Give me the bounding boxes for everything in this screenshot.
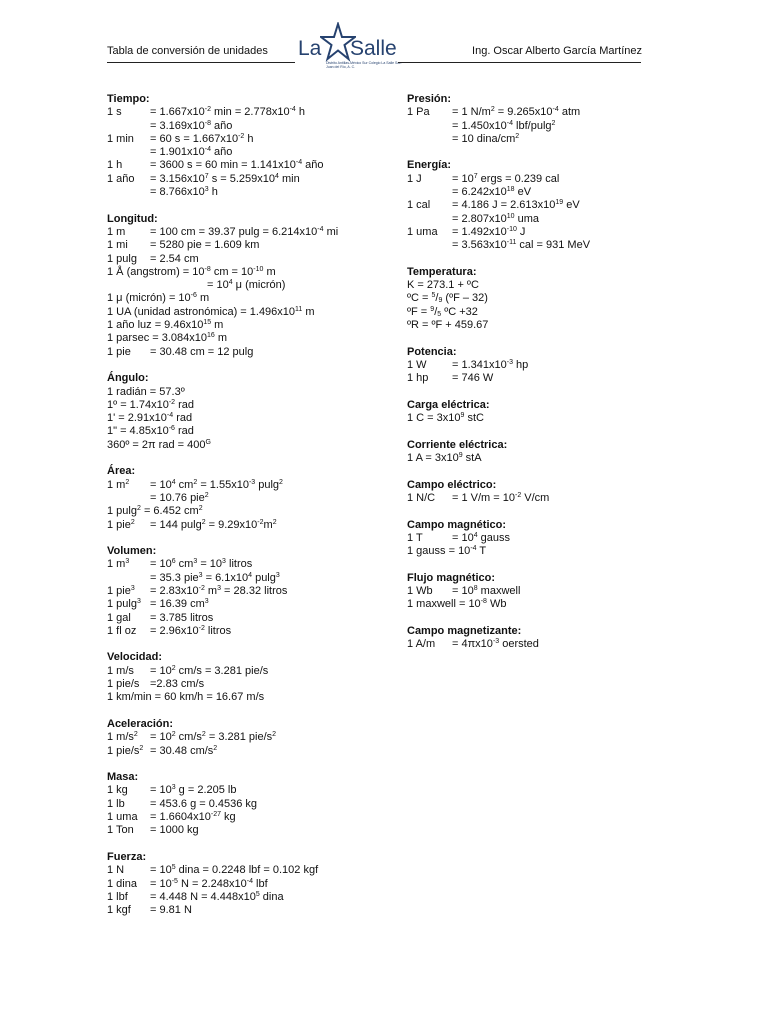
conversion-row xyxy=(107,798,387,811)
conversion-row xyxy=(407,226,647,239)
unit-value: = $3.563x10^{-11}$ cal = 931 MeV xyxy=(452,239,591,252)
conversion-row xyxy=(107,678,387,691)
section-carga-electrica xyxy=(407,399,647,426)
unit-value: = $1.492x10^{-10}$ J xyxy=(452,225,526,238)
unit-value: = $2.96x10^{-2}$ litros xyxy=(150,624,232,637)
conversion-row: 1 $parsec = 3.084x10^{16}$ m xyxy=(107,332,228,345)
unit-value: = $6.242x10^{18}$ eV xyxy=(452,186,532,199)
unit-value: = 3600 s = 60 $\min = 1.141x10^{-4}$ año xyxy=(150,159,324,172)
unit-value: = $3.169x10^{-8}$ año xyxy=(150,119,233,132)
conversion-row xyxy=(407,199,647,212)
conversion-row xyxy=(107,878,387,891)
section-title: Aceleración: xyxy=(107,717,174,730)
conversion-row xyxy=(107,253,387,266)
conversion-row xyxy=(107,186,387,199)
conversion-row: 1 maxwell = $10^{-8}$ Wb xyxy=(407,598,507,611)
unit-value: = 746 W xyxy=(452,372,494,385)
unit-key: 1 m/s xyxy=(107,664,134,677)
unit-value: = $10^8$ maxwell xyxy=(452,584,521,597)
section-longitud xyxy=(107,213,387,359)
conversion-row: ºC = $^5/_9$ (ºF – 32) xyxy=(407,292,488,305)
unit-value: = 30.48 cm = 12 pulg xyxy=(150,345,254,358)
conversion-row: 1 gauss = $10^{-4}$ T xyxy=(407,545,487,558)
conversion-row xyxy=(107,519,387,532)
conversion-row xyxy=(407,120,647,133)
unit-value: = 9.81 N xyxy=(150,904,192,917)
unit-key: 1 h xyxy=(107,159,123,172)
unit-value: = $10^4$ gauss xyxy=(452,531,511,544)
conversion-row xyxy=(107,745,387,758)
section-flujo-magnetico xyxy=(407,572,647,612)
conversion-row xyxy=(107,864,387,877)
conversion-row xyxy=(107,558,387,571)
unit-key: 1 pulg xyxy=(107,252,137,265)
unit-key: 1 año xyxy=(107,172,135,185)
unit-key: 1 Wb xyxy=(407,584,433,597)
conversion-row: = $10^4$ μ (micrón) xyxy=(207,279,286,292)
unit-key: 1 J xyxy=(407,172,422,185)
unit-value: = 1 $N/m^2 = 9.265x10^{-4}$ atm xyxy=(452,106,581,119)
section-title: Longitud: xyxy=(107,212,158,225)
unit-key: 1 N xyxy=(107,864,125,877)
section-title: Tiempo: xyxy=(107,93,150,105)
unit-value: = $10^2$ $cm/s^2 = 3.281$ pie/$s^2$ xyxy=(150,731,277,744)
conversion-row: $1' = 2.91x10^{-4}$ rad xyxy=(107,412,193,425)
unit-key: 1 fl oz xyxy=(107,624,137,637)
conversion-row xyxy=(107,612,387,625)
conversion-row: 1 pulg$^2$ = 6.452 $cm^2$ xyxy=(107,505,203,518)
conversion-row xyxy=(107,598,387,611)
section-corriente-electrica xyxy=(407,439,647,466)
conversion-row: 1 año luz = $9.46x10^{15}$ m xyxy=(107,319,224,332)
conversion-row xyxy=(407,173,647,186)
conversion-row xyxy=(107,824,387,837)
conversion-row xyxy=(107,585,387,598)
unit-key: 1 cal xyxy=(407,199,431,212)
unit-value: = $1.667x10^{-2}$ $\min = 2.778x10^{-4}$ h xyxy=(150,106,305,119)
section-campo-magnetizante xyxy=(407,625,647,652)
unit-value: = $10^{-5}$ $N = 2.248x10^{-4}$ lbf xyxy=(150,877,268,890)
conversion-row xyxy=(107,904,387,917)
conversion-row xyxy=(107,811,387,824)
section-title: Ángulo: xyxy=(107,372,149,385)
section-velocidad xyxy=(107,651,387,704)
section-fuerza xyxy=(107,851,387,917)
unit-value: = 10 dina/$cm^2$ xyxy=(452,132,520,145)
unit-value: = 60 $s = 1.667x10^{-2}$ h xyxy=(150,132,254,145)
conversion-row: 1" = $4.85x10^{-6}$ rad xyxy=(107,425,194,438)
conversion-row: ºF = $^9/_5$ ºC +32 xyxy=(407,305,478,318)
section-title: Área: xyxy=(107,465,136,478)
section-volumen xyxy=(107,545,387,638)
unit-value: = $10^3$ g = 2.205 lb xyxy=(150,784,237,797)
conversion-row xyxy=(407,239,647,252)
section-title: Energía: xyxy=(407,159,452,172)
header-line-right xyxy=(398,62,641,63)
lasalle-logo xyxy=(296,22,400,78)
conversion-row: 1º = $1.74x10^{-2}$ rad xyxy=(107,398,195,411)
unit-value: = $2.83x10^{-2}$ $m^3 = 28.32$ litros xyxy=(150,584,288,597)
conversion-row xyxy=(407,213,647,226)
conversion-row: 1 $A = 3x10^9$ stA xyxy=(407,452,482,465)
logo-subtitle: Distrito Antillas-México Sur Colegio La Salle San Juan del Río, A. C. xyxy=(326,61,402,69)
conversion-row xyxy=(407,638,647,651)
conversion-row xyxy=(407,492,647,505)
unit-key: 1 uma xyxy=(107,811,138,824)
section-title: Temperatura: xyxy=(407,265,477,278)
unit-key: 1 dina xyxy=(107,877,137,890)
unit-value: = $1.341x10^{-3}$ hp xyxy=(452,358,529,371)
unit-key: 1 pie xyxy=(107,345,131,358)
unit-value: = $2.807x10^{10}$ uma xyxy=(452,212,540,225)
unit-value: = 144 $pulg^2 = 9.29x10^{-2}m^2$ xyxy=(150,518,277,531)
unit-key: 1 s xyxy=(107,106,122,119)
conversion-row: K = 273.1 + ºC xyxy=(407,279,479,292)
unit-value: = $4\pi x10^{-3}$ oersted xyxy=(452,638,539,651)
conversion-row xyxy=(107,625,387,638)
section-energia xyxy=(407,159,647,252)
conversion-row: 1 UA (unidad astronómica) = $1.496x10^{11}$ m xyxy=(107,305,315,318)
conversion-row xyxy=(107,120,387,133)
conversion-row xyxy=(107,133,387,146)
conversion-row xyxy=(107,346,387,359)
section-campo-electrico xyxy=(407,479,647,506)
unit-value: = 453.6 g = 0.4536 kg xyxy=(150,797,258,810)
conversion-row xyxy=(107,572,387,585)
conversion-row xyxy=(107,784,387,797)
conversion-row: 360º = 2π rad = $400^G$ xyxy=(107,438,211,451)
unit-key: 1 min xyxy=(107,132,134,145)
section-title: Flujo magnético: xyxy=(407,571,495,584)
section-title: Campo magnético: xyxy=(407,518,507,531)
unit-value: = 4.448 $N = 4.448x10^5$ dina xyxy=(150,890,284,903)
logo-text-la: La xyxy=(298,37,322,60)
conversion-row xyxy=(107,146,387,159)
conversion-row xyxy=(107,226,387,239)
conversion-row xyxy=(407,532,647,545)
unit-key: 1 pulg$^3$ xyxy=(107,598,141,611)
unit-value: = 4.186 $J = 2.613x10^{19}$ eV xyxy=(452,199,580,212)
unit-key: 1 m xyxy=(107,225,126,238)
unit-key: 1 kg xyxy=(107,784,128,797)
section-potencia xyxy=(407,346,647,386)
conversion-row xyxy=(107,106,387,119)
unit-key: 1 gal xyxy=(107,611,131,624)
conversion-row xyxy=(107,479,387,492)
conversion-row xyxy=(107,239,387,252)
header-title: Tabla de conversión de unidades xyxy=(107,45,268,57)
conversion-row xyxy=(407,186,647,199)
unit-key: 1 A/m xyxy=(407,638,436,651)
conversion-row xyxy=(407,106,647,119)
conversion-row xyxy=(407,133,647,146)
conversion-row: 1 $C = 3x10^9$ stC xyxy=(407,412,484,425)
unit-value: = 1 $V/m = 10^{-2}$ V/cm xyxy=(452,491,550,504)
section-title: Fuerza: xyxy=(107,850,147,863)
section-title: Masa: xyxy=(107,771,139,784)
right-column xyxy=(407,93,647,665)
unit-value: = $10^7$ ergs = 0.239 cal xyxy=(452,172,560,185)
unit-key: 1 pie/$s^2$ xyxy=(107,744,144,757)
conversion-row xyxy=(107,665,387,678)
conversion-row: 1 μ (micrón) = $10^{-6}$ m xyxy=(107,292,210,305)
conversion-row: ºR = ºF + 459.67 xyxy=(407,319,489,332)
header-line-left xyxy=(107,62,295,63)
conversion-row xyxy=(407,585,647,598)
unit-key: 1 $m^2$ xyxy=(107,478,130,491)
section-title: Potencia: xyxy=(407,345,457,358)
conversion-row xyxy=(107,159,387,172)
conversion-row xyxy=(407,372,647,385)
unit-value: = 1000 kg xyxy=(150,824,199,837)
unit-key: 1 uma xyxy=(407,225,438,238)
unit-key: 1 kgf xyxy=(107,904,131,917)
unit-key: 1 Pa xyxy=(407,106,430,119)
unit-key: 1 $m/s^2$ xyxy=(107,731,138,744)
section-title: Corriente eléctrica: xyxy=(407,438,508,451)
unit-key: 1 N/C xyxy=(407,491,436,504)
unit-value: = 3.785 litros xyxy=(150,611,214,624)
unit-key: 1 T xyxy=(407,531,423,544)
unit-value: = $10^4$ $cm^2 = 1.55x10^{-3}$ pulg$^2$ xyxy=(150,478,283,491)
conversion-row xyxy=(107,173,387,186)
section-presion xyxy=(407,93,647,146)
unit-key: 1 pie$^2$ xyxy=(107,518,135,531)
unit-value: = 100 cm = 39.37 $pulg = 6.214x10^{-4}$ mi xyxy=(150,225,339,238)
unit-value: = $10^6$ $cm^3 = 10^3$ litros xyxy=(150,558,253,571)
left-column xyxy=(107,93,387,931)
section-title: Velocidad: xyxy=(107,651,163,664)
section-campo-magnetico xyxy=(407,519,647,559)
section-title: Carga eléctrica: xyxy=(407,398,490,411)
unit-value: = $10^5$ dina = 0.2248 lbf = 0.102 kgf xyxy=(150,864,319,877)
conversion-row xyxy=(407,359,647,372)
unit-value: = $1.450x10^{-4}$ lbf/pulg$^2$ xyxy=(452,119,556,132)
unit-key: 1 pie/s xyxy=(107,678,140,691)
unit-key: 1 lbf xyxy=(107,890,128,903)
section-masa xyxy=(107,771,387,837)
conversion-row: 1 km/min = 60 km/h = 16.67 m/s xyxy=(107,691,265,704)
unit-value: = 5280 pie = 1.609 km xyxy=(150,239,260,252)
conversion-row xyxy=(107,731,387,744)
section-area xyxy=(107,465,387,531)
unit-key: 1 lb xyxy=(107,797,125,810)
unit-value: =2.83 cm/s xyxy=(150,678,205,691)
conversion-row xyxy=(107,492,387,505)
unit-value: = $1.901x10^{-4}$ año xyxy=(150,146,233,159)
unit-value: = $10^2$ cm/s = 3.281 pie/s xyxy=(150,664,269,677)
unit-key: 1 W xyxy=(407,358,427,371)
section-title: Campo eléctrico: xyxy=(407,478,497,491)
logo-text-salle: Salle xyxy=(350,37,397,60)
unit-key: 1 hp xyxy=(407,372,429,385)
section-aceleracion xyxy=(107,718,387,758)
unit-value: = $1.6604x10^{-27}$ kg xyxy=(150,811,236,824)
section-title: Presión: xyxy=(407,93,452,105)
section-title: Volumen: xyxy=(107,545,157,558)
unit-value: = $3.156x10^7$ $s = 5.259x10^4$ min xyxy=(150,172,300,185)
conversion-row: 1 radián = 57.3º xyxy=(107,385,185,398)
unit-key: 1 pie$^3$ xyxy=(107,584,135,597)
unit-key: 1 Ton xyxy=(107,824,134,837)
unit-value: = 10.76 pie$^2$ xyxy=(150,491,209,504)
unit-key: 1 $m^3$ xyxy=(107,558,130,571)
unit-value: = 30.48 $cm/s^2$ xyxy=(150,744,218,757)
section-temperatura xyxy=(407,266,647,332)
conversion-row: 1 Å (angstrom) = $10^{-8}$ cm = $10^{-10}$ m xyxy=(107,265,276,278)
section-title: Campo magnetizante: xyxy=(407,624,522,637)
section-tiempo xyxy=(107,93,387,199)
unit-value: = 35.3 $pie^3 = 6.1x10^4$ pulg$^3$ xyxy=(150,571,280,584)
unit-value: = 2.54 cm xyxy=(150,252,199,265)
section-angulo xyxy=(107,372,387,452)
unit-key: 1 mi xyxy=(107,239,128,252)
header-author: Ing. Oscar Alberto García Martínez xyxy=(472,45,642,57)
conversion-row xyxy=(107,891,387,904)
unit-value: = 16.39 $cm^3$ xyxy=(150,598,209,611)
unit-value: = $8.766x10^3$ h xyxy=(150,186,218,199)
